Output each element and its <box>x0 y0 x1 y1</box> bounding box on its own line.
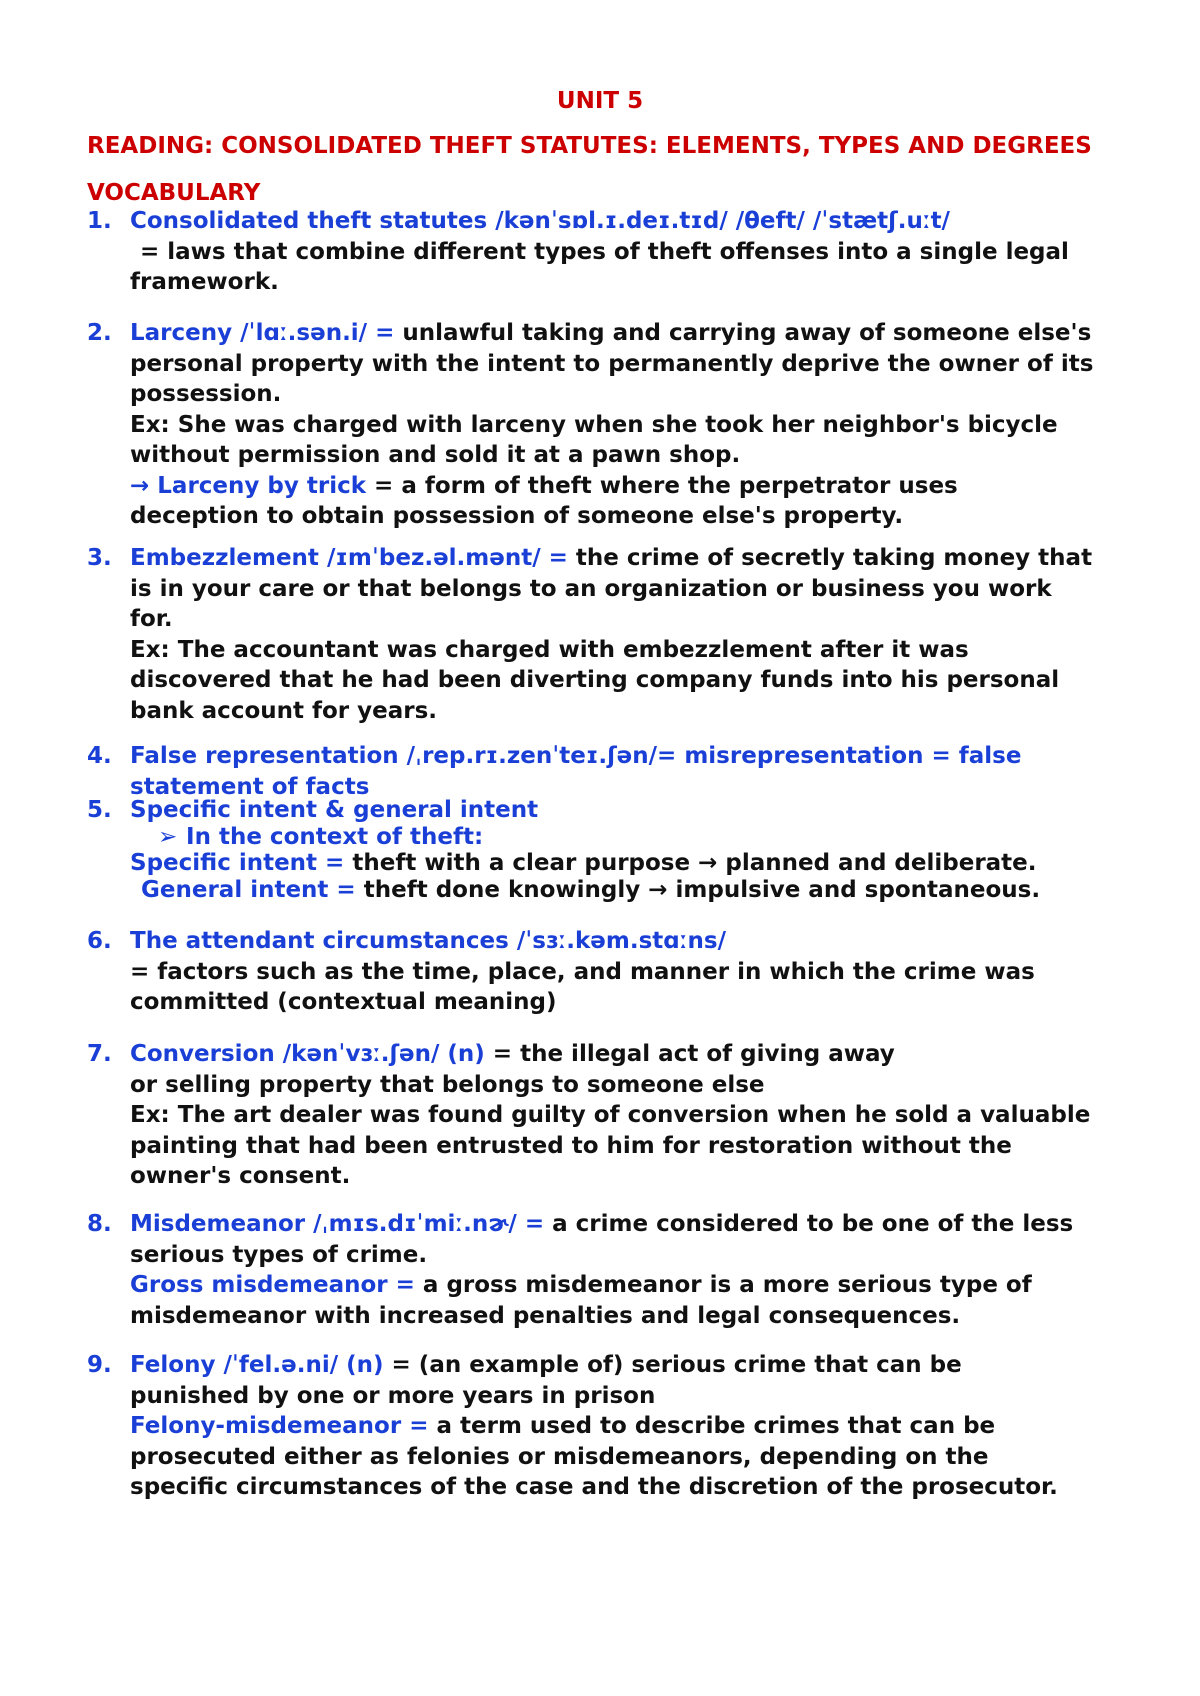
vocab-entry-7 <box>87 1039 1167 1192</box>
example: Ex: The accountant was charged with embezzlement after it was <box>130 636 969 663</box>
term: Consolidated theft statutes /kənˈsɒl.ɪ.deɪ.tɪd/ /θeft/ /ˈstætʃ.uːt/ <box>130 208 950 234</box>
definition: a crime considered to be one of the less <box>544 1211 1074 1237</box>
vocab-entry-2 <box>87 318 1167 532</box>
arrowhead-bullet-icon: ➢ <box>158 823 178 850</box>
definition: committed (contextual meaning) <box>130 989 557 1015</box>
vocab-entry-3 <box>87 543 1167 726</box>
sub-definition: misdemeanor with increased penalties and legal consequences. <box>130 1302 961 1329</box>
term: False representation /ˌrep.rɪ.zenˈteɪ.ʃən/= misrepresentation = false <box>130 743 1022 769</box>
definition: possession. <box>130 381 282 407</box>
definition: framework. <box>130 269 279 295</box>
sub-term: → Larceny by trick <box>130 472 367 499</box>
term: Felony /ˈfel.ə.ni/ (n) <box>130 1352 384 1378</box>
definition: personal property with the intent to permanently deprive the owner of its <box>130 350 1094 377</box>
entry-number: 2. <box>87 320 112 346</box>
sub-term: Gross misdemeanor = <box>130 1272 415 1298</box>
definition: = laws that combine different types of theft offenses into a single legal <box>140 238 1069 265</box>
example: Ex: She was charged with larceny when she took her neighbor's bicycle <box>130 411 1058 438</box>
term: Conversion /kənˈvɜː.ʃən/ (n) <box>130 1041 485 1067</box>
vocab-entry-4 <box>87 741 1167 802</box>
sub-definition: a gross misdemeanor is a more serious type of <box>414 1272 1032 1298</box>
reading-title: READING: CONSOLIDATED THEFT STATUTES: ELEMENTS, TYPES AND DEGREES <box>87 133 1092 159</box>
sub-definition: theft done knowingly → impulsive and spontaneous. <box>355 876 1041 903</box>
entry-number: 4. <box>87 743 112 769</box>
sub-term: Specific intent = <box>130 850 345 876</box>
entry-number: 5. <box>87 797 112 823</box>
definition: the crime of secretly taking money that <box>567 545 1093 571</box>
definition: = (an example of) serious crime that can be <box>383 1352 962 1378</box>
entry-number: 1. <box>87 208 112 234</box>
term: Misdemeanor /ˌmɪs.dɪˈmiː.nɚ/ = <box>130 1211 545 1237</box>
definition: punished by one or more years in prison <box>130 1382 656 1409</box>
entry-number: 3. <box>87 545 112 571</box>
definition: = factors such as the time, place, and manner in which the crime was <box>130 958 1035 985</box>
unit-title: UNIT 5 <box>556 88 644 114</box>
vocab-entry-6 <box>87 926 1167 1018</box>
entry-number: 7. <box>87 1041 112 1067</box>
vocab-entry-5 <box>87 797 1167 903</box>
term: Embezzlement /ɪmˈbez.əl.mənt/ = <box>130 545 568 571</box>
vocab-entry-9 <box>87 1350 1167 1503</box>
vocab-entry-8 <box>87 1209 1167 1331</box>
definition: = the illegal act of giving away <box>484 1041 895 1067</box>
entry-number: 9. <box>87 1352 112 1378</box>
term: Specific intent & general intent <box>130 797 539 823</box>
example: bank account for years. <box>130 697 438 724</box>
example: painting that had been entrusted to him for restoration without the <box>130 1132 1012 1159</box>
vocab-entry-1 <box>87 206 1167 298</box>
entry-number: 6. <box>87 928 112 954</box>
entry-number: 8. <box>87 1211 112 1237</box>
sub-definition: specific circumstances of the case and the discretion of the prosecutor. <box>130 1474 1058 1500</box>
definition: is in your care or that belongs to an organization or business you work <box>130 575 1052 602</box>
definition: unlawful taking and carrying away of someone else's <box>394 320 1092 346</box>
sub-definition: prosecuted either as felonies or misdemeanors, depending on the <box>130 1443 989 1470</box>
example: Ex: The art dealer was found guilty of conversion when he sold a valuable <box>130 1102 1091 1128</box>
definition: for. <box>130 606 173 632</box>
definition: or selling property that belongs to someone else <box>130 1071 765 1098</box>
definition: serious types of crime. <box>130 1241 428 1268</box>
example: without permission and sold it at a pawn shop. <box>130 442 741 468</box>
term: statement of facts <box>130 773 370 800</box>
sub-term: General intent = <box>141 876 356 903</box>
vocabulary-heading: VOCABULARY <box>87 180 261 206</box>
sub-definition: theft with a clear purpose → planned and deliberate. <box>344 850 1037 876</box>
sub-definition: = a form of theft where the perpetrator uses <box>366 472 958 499</box>
example: discovered that he had been diverting company funds into his personal <box>130 667 1060 693</box>
term: The attendant circumstances /ˈsɜː.kəm.stɑːns/ <box>130 928 726 954</box>
term: Larceny /ˈlɑː.sən.i/ = <box>130 320 395 346</box>
sub-term: Felony-misdemeanor = <box>130 1413 429 1439</box>
example: owner's consent. <box>130 1163 351 1189</box>
sub-definition: a term used to describe crimes that can be <box>428 1413 996 1439</box>
sub-definition: deception to obtain possession of someone else's property. <box>130 503 904 529</box>
context-label: In the context of theft: <box>186 823 484 850</box>
